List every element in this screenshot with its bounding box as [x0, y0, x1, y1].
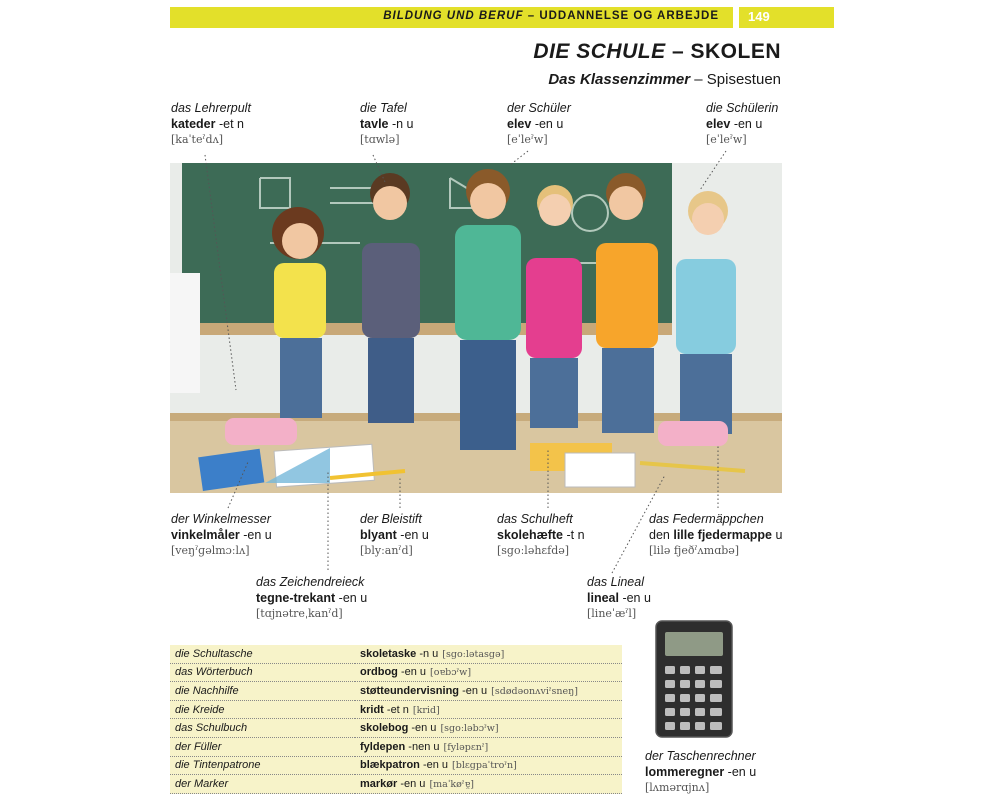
- label-de: das Federmäppchen: [649, 512, 764, 526]
- label-da-suffix: -en u: [724, 765, 757, 779]
- label-da-word: skolehæfte: [497, 528, 563, 542]
- label-lineal: [587, 574, 651, 622]
- table-da-suffix: -en u: [459, 684, 488, 697]
- table-ipa: [krid]: [412, 704, 440, 716]
- label-da: [360, 116, 414, 132]
- table-cell-da: [355, 775, 622, 794]
- table-cell-de: das Schulbuch: [170, 719, 355, 738]
- label-ipa: [eˈleˀw]: [706, 133, 747, 146]
- label-da-word: kateder: [171, 117, 216, 131]
- table-da-word: kridt: [360, 703, 384, 716]
- table-ipa: [sgoːlətasgə]: [442, 648, 505, 660]
- label-ipa: [blyːanˀd]: [360, 544, 413, 557]
- page-subtitle: [548, 71, 781, 88]
- label-da-word: elev: [706, 117, 731, 131]
- table-da-suffix: -nen u: [405, 740, 440, 753]
- label-da: [256, 590, 367, 606]
- page-title: [533, 40, 781, 64]
- table-da-suffix: -en u: [397, 666, 427, 679]
- label-da-suffix: -t n: [563, 528, 585, 542]
- page-title-de: DIE SCHULE: [533, 40, 666, 63]
- label-da: [507, 116, 571, 132]
- page-subtitle-dash: –: [694, 71, 703, 88]
- label-da-word: vinkelmåler: [171, 528, 240, 542]
- table-cell-de: der Marker: [170, 775, 355, 794]
- label-de: die Tafel: [360, 101, 407, 115]
- label-de: das Schulheft: [497, 512, 573, 526]
- table-ipa: [fyləpɛnˀ]: [443, 741, 489, 753]
- table-da-suffix: -en u: [419, 759, 449, 772]
- label-da-suffix: -en u: [335, 591, 368, 605]
- section-heading-dash: –: [527, 10, 536, 22]
- label-winkelmesser: [171, 511, 272, 559]
- label-da-word: lommeregner: [645, 765, 725, 779]
- table-row: [170, 756, 622, 775]
- table-da-word: skolebog: [360, 722, 409, 735]
- page-title-da: SKOLEN: [690, 40, 781, 63]
- table-da-word: markør: [360, 777, 398, 790]
- table-da-suffix: -en u: [397, 777, 426, 790]
- label-ipa: [eˈleˀw]: [507, 133, 548, 146]
- label-da-word: lineal: [587, 591, 619, 605]
- label-da: [645, 764, 756, 780]
- label-schulheft: [497, 511, 585, 559]
- label-da: [171, 116, 251, 132]
- table-cell-de: die Nachhilfe: [170, 682, 355, 701]
- label-de: das Zeichendreieck: [256, 575, 365, 589]
- label-da: [360, 527, 429, 543]
- label-da-suffix: -en u: [730, 117, 763, 131]
- table-da-word: fyldepen: [360, 740, 406, 753]
- label-da-suffix: -n u: [388, 117, 414, 131]
- table-da-word: ordbog: [360, 666, 398, 679]
- label-ipa: [sgoːləhɛfdə]: [497, 544, 570, 557]
- label-da-word: tavle: [360, 117, 389, 131]
- page-number: 149: [748, 9, 770, 24]
- table-da-suffix: -n u: [416, 647, 439, 660]
- table-cell-da: [355, 645, 622, 663]
- table-row: [170, 737, 622, 756]
- table-ipa: [oɐbɔˀw]: [430, 667, 472, 679]
- label-schueler: [507, 100, 571, 148]
- label-da-word: blyant: [360, 528, 397, 542]
- label-federmaeppchen: [649, 511, 782, 559]
- table-da-word: skoletaske: [360, 647, 417, 660]
- vocab-table: [170, 645, 622, 794]
- page-subtitle-da: Spisestuen: [706, 71, 781, 88]
- label-da: [587, 590, 651, 606]
- table-cell-de: das Wörterbuch: [170, 663, 355, 682]
- table-ipa: [maˈkøˀɐ̯]: [429, 778, 474, 790]
- table-da-suffix: -en u: [408, 722, 437, 735]
- table-cell-de: die Tintenpatrone: [170, 756, 355, 775]
- label-da: [497, 527, 585, 543]
- label-ipa: [veŋˀɡəlmɔːlʌ]: [171, 544, 250, 557]
- label-taschenrechner: [645, 748, 756, 796]
- page-number-box: [739, 7, 834, 28]
- label-da: [649, 527, 782, 543]
- table-da-word: blækpatron: [360, 759, 420, 772]
- label-schuelerin: [706, 100, 778, 148]
- label-da-prefix: den: [649, 528, 674, 542]
- table-row: [170, 700, 622, 719]
- label-lehrerpult: [171, 100, 251, 148]
- table-cell-de: die Schultasche: [170, 645, 355, 663]
- table-cell-da: [355, 663, 622, 682]
- calculator-image: [655, 620, 733, 738]
- label-ipa: [tɑwlə]: [360, 133, 400, 146]
- section-heading: [383, 10, 719, 22]
- table-ipa: [sgoːləbɔˀw]: [440, 723, 499, 735]
- page-title-dash: –: [671, 40, 685, 63]
- table-row: [170, 682, 622, 701]
- label-da-suffix: -en u: [531, 117, 564, 131]
- table-row: [170, 645, 622, 663]
- label-da: [171, 527, 272, 543]
- label-da-word: elev: [507, 117, 532, 131]
- table-cell-da: [355, 756, 622, 775]
- label-ipa: [tɑjnətreˌkanˀd]: [256, 607, 343, 620]
- section-heading-da: UDDANNELSE OG ARBEJDE: [539, 10, 719, 22]
- label-da-suffix: -en u: [618, 591, 651, 605]
- label-tafel: [360, 100, 414, 148]
- label-ipa: [lʌmərɑjnʌ]: [645, 781, 710, 794]
- label-da-word: lille fjedermappe: [673, 528, 772, 542]
- label-da-suffix: -et n: [215, 117, 244, 131]
- label-de: der Taschenrechner: [645, 749, 756, 763]
- label-zeichendreieck: [256, 574, 367, 622]
- label-bleistift: [360, 511, 429, 559]
- label-de: der Bleistift: [360, 512, 422, 526]
- label-da-suffix: u: [772, 528, 783, 542]
- classroom-photo: [170, 163, 782, 493]
- label-da-word: tegne-trekant: [256, 591, 336, 605]
- table-row: [170, 775, 622, 794]
- table-cell-da: [355, 682, 622, 701]
- table-row: [170, 719, 622, 738]
- table-da-suffix: -et n: [383, 703, 409, 716]
- table-cell-de: die Kreide: [170, 700, 355, 719]
- label-ipa: [lineˈæˀl]: [587, 607, 637, 620]
- label-da-suffix: -en u: [239, 528, 272, 542]
- table-da-word: støtteundervisning: [360, 684, 460, 697]
- label-de: der Schüler: [507, 101, 571, 115]
- label-da-suffix: -en u: [396, 528, 429, 542]
- table-cell-da: [355, 737, 622, 756]
- classroom-illustration: [170, 163, 782, 493]
- label-de: der Winkelmesser: [171, 512, 271, 526]
- section-heading-de: BILDUNG UND BERUF: [383, 10, 524, 22]
- table-ipa: [blɛgpaˈtroˀn]: [452, 760, 517, 772]
- label-ipa: [kaˈteˀdʌ]: [171, 133, 224, 146]
- label-de: die Schülerin: [706, 101, 779, 115]
- label-ipa: [lilə fjeðˀʌmɑbə]: [649, 544, 740, 557]
- header-bar: [170, 7, 733, 28]
- calculator-icon: [655, 620, 733, 738]
- label-de: das Lineal: [587, 575, 644, 589]
- label-da: [706, 116, 778, 132]
- table-cell-da: [355, 700, 622, 719]
- table-row: [170, 663, 622, 682]
- label-de: das Lehrerpult: [171, 101, 251, 115]
- table-cell-de: der Füller: [170, 737, 355, 756]
- table-ipa: [sdødəonʌviˀsneŋ]: [491, 685, 578, 697]
- table-cell-da: [355, 719, 622, 738]
- page-subtitle-de: Das Klassenzimmer: [548, 71, 691, 88]
